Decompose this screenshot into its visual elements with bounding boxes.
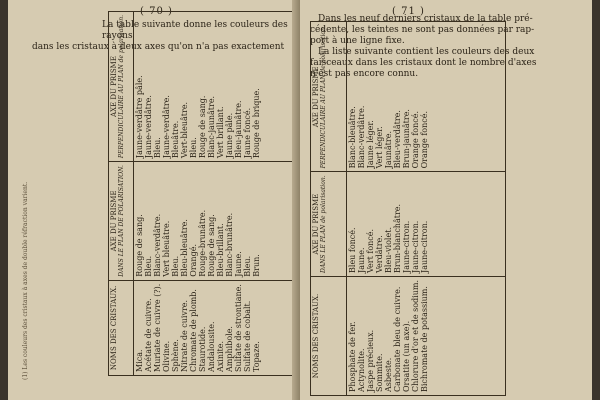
header-crystal-names: NOMS DES CRISTAUX. [109,280,134,375]
parallel-colors-cell [346,172,505,277]
color-value: Bleu. [242,255,252,277]
color-value: Jaune-verdâtre. [143,95,153,159]
color-value: Vert bleuâtre. [161,220,171,277]
color-value: Jaune léger. [365,120,375,169]
color-value: Vert léger. [374,126,384,169]
color-value: Rouge de sang. [206,214,216,277]
color-value: Jaune-citron. [419,220,429,273]
crystal-color-table [310,21,506,396]
crystal-color-table [108,11,300,376]
crystal-name: Bichromate de potassium. [419,286,429,392]
color-value: Jaune pâle. [224,112,234,159]
header-axis-parallel: AXE DU PRISME DANS LE PLAN de polarisation. [311,172,347,277]
color-value: Jaune-verdâtre pâle. [134,75,144,159]
color-value: Jaune-verdâtre. [161,95,171,159]
color-value: Vert-bleuâtre. [179,101,189,159]
color-value: Bleu. [152,137,162,159]
color-value: Rouge de sang. [134,214,144,277]
color-value: Jaune. [233,251,243,277]
lead-line: La liste suivante contient les couleurs des deux [318,47,535,57]
crystal-name: Acétate de cuivre. [143,298,153,372]
lead-line: dans les cristaux à deux axes qu'on n'a pas exactement [32,42,285,52]
crystal-name: Topaze. [251,341,261,372]
crystal-name: Actynolite. [356,348,366,392]
crystal-name: Chromate de plomb. [188,289,198,372]
color-value: Verdâtre. [374,235,384,273]
color-value: Jaune. [356,247,366,273]
color-value: Blanc-bleuâtre. [347,106,357,169]
parallel-colors-cell [133,162,299,281]
crystal-name: Andalousite. [206,321,216,372]
color-value: Vert foncé. [365,228,375,273]
color-value: Jaune foncé. [242,107,252,159]
color-value: Bleu-verdâtre. [392,110,402,169]
crystal-name: Carbonate bleu de cuivre. [392,286,402,392]
crystal-name: Sulfate de strontiane. [233,284,243,372]
footnote: (1) Les couleurs des cristaux à axes de double réfraction varient. [22,181,29,380]
crystal-names-cell [346,276,505,395]
color-value: Blanc-brunâtre. [224,212,234,277]
crystal-name: Olivine. [161,340,171,372]
lead-line: cédente, les teintes ne sont pas données par rap- [310,25,535,35]
color-value: Bleu. [188,137,198,159]
header-axis-perpendicular: AXE DU PRISME PERPENDICULAIRE AU PLAN de polarisation. [311,22,347,172]
color-value: Blanc-verdâtre. [356,105,366,169]
color-value: Brun. [251,254,261,277]
lead-line: La table suivante donne les couleurs des rayons [102,20,288,41]
crystal-name: Chlorure d'or et de sodium. [410,279,420,392]
crystal-name: Sommite. [374,353,384,392]
color-value: Orangé. [188,244,198,277]
crystal-name: Sulfate de cobalt. [242,300,252,372]
color-value: Brun-jaunâtre. [401,109,411,169]
color-value: Bleu-brillant. [215,223,225,277]
crystal-name: Orsatite (un axe). [401,320,411,392]
right-page [300,0,592,400]
color-value: Bleu-violet. [383,227,393,273]
color-value: Jaune-citron. [410,220,420,273]
crystal-name: Muriate de cuivre (?). [152,283,162,372]
header-axis-parallel: AXE DU PRISME DANS LE PLAN DE POLARISATION. [109,162,134,281]
color-value: Bleu. [143,255,153,277]
color-value: Bleu foncé. [347,227,357,273]
header-axis-perpendicular: AXE DU PRISME PERPENDICULAIRE AU PLAN de polarisation. [109,11,134,161]
crystal-name: Staurotide. [197,326,207,372]
lead-line: faisceaux dans les cristaux dont le nombre d'axes [310,58,537,68]
crystal-name: Sphène. [170,339,180,372]
crystal-name: Asbeste. [383,357,393,392]
crystal-name: Nitrate de cuivre. [179,299,189,372]
crystal-name: Amphibole. [224,326,234,372]
page-number: ( 71 ) [392,6,425,17]
lead-line: Dans les neuf derniers cristaux de la table pré- [318,14,533,24]
color-value: Rouge de sang. [197,95,207,159]
page-number: ( 70 ) [140,6,173,17]
header-crystal-names: NOMS DES CRISTAUX. [311,276,347,395]
left-page [8,0,300,400]
perpendicular-colors-cell [346,22,505,172]
color-value: Bleu-jaunâtre. [233,100,243,159]
color-value: Jaunâtre. [383,131,393,169]
color-value: Vert brillant. [215,106,225,159]
color-value: Brun-blanchâtre. [392,203,402,273]
color-value: Bleu-bleuâtre. [179,219,189,277]
crystal-name: Mica. [134,349,144,372]
crystal-name: Axinite. [215,340,225,372]
color-value: Blanc-jaunâtre. [206,95,216,159]
color-value: Bleu. [170,255,180,277]
crystal-names-cell [133,280,299,375]
crystal-name: Phosphate de fer. [347,321,357,392]
perpendicular-colors-cell [133,11,299,161]
color-value: Jaune-citron. [401,220,411,273]
color-value: Bleuâtre. [170,120,180,159]
crystal-name: Jaspe précieux. [365,329,375,392]
color-value: Rouge-brunâtre. [197,209,207,277]
lead-line: port à une ligne fixe. [310,36,405,46]
color-value: Rouge de brique. [251,88,261,159]
color-value: Orange foncé. [419,110,429,169]
lead-line: n'est pas encore connu. [310,69,419,79]
color-value: Orange foncé. [410,110,420,169]
color-value: Blanc-verdâtre. [152,213,162,277]
